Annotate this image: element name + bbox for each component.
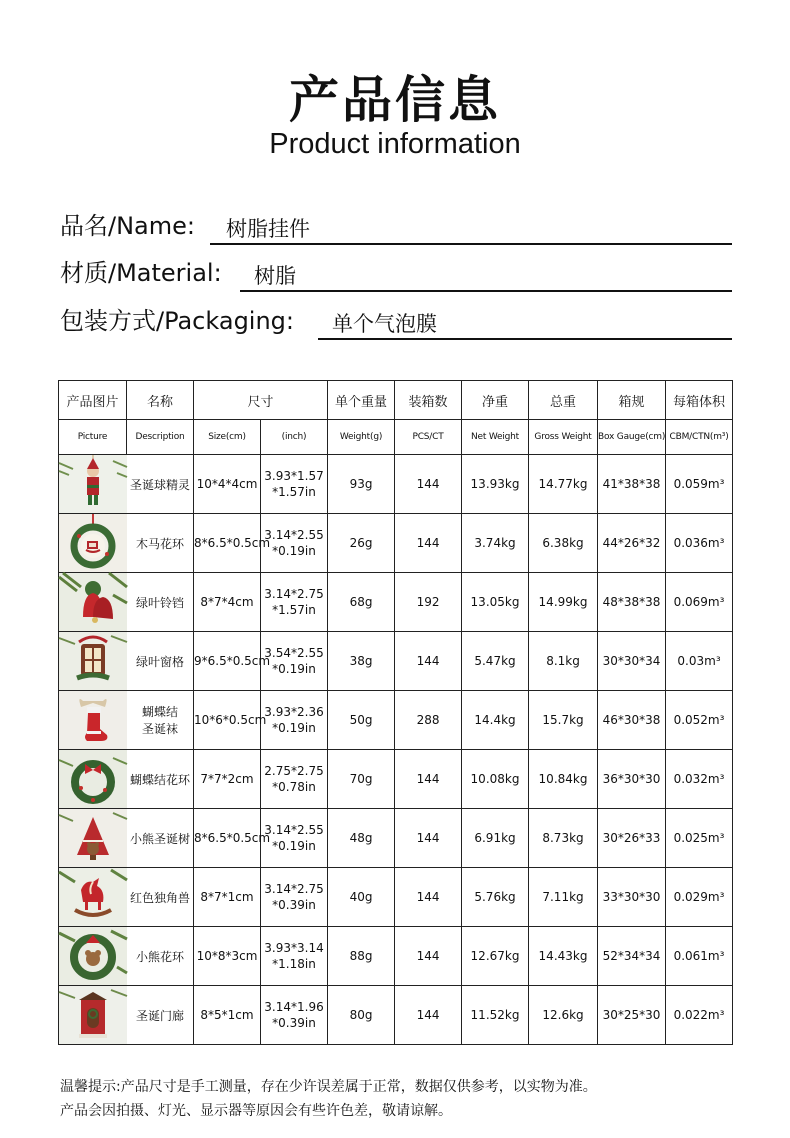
product-size-cm: 7*7*2cm [194, 750, 261, 809]
product-name-line-1: 蝴蝶结 [141, 705, 178, 719]
col-header-weight: 单个重量 [328, 381, 395, 420]
christmas-door-ornament-icon [59, 986, 127, 1044]
product-pcs: 144 [395, 986, 462, 1045]
size-inch-line-1: 3.14*1.96 [264, 1000, 324, 1014]
product-size-inch [261, 927, 328, 986]
product-net-weight: 5.76kg [462, 868, 529, 927]
size-inch-line-2: *0.19in [272, 662, 316, 676]
size-inch-line-1: 3.14*2.55 [264, 528, 324, 542]
product-gross-weight: 14.77kg [529, 455, 598, 514]
product-name: 圣诞球精灵 [127, 455, 194, 514]
col-header-net: 净重 [462, 381, 529, 420]
product-cbm: 0.03m³ [666, 632, 733, 691]
product-name: 绿叶窗格 [127, 632, 194, 691]
product-name: 小熊花环 [127, 927, 194, 986]
subheader-pcs: PCS/CT [395, 420, 462, 455]
product-gross-weight: 14.43kg [529, 927, 598, 986]
col-header-cbm: 每箱体积 [666, 381, 733, 420]
page-subtitle: Product information [269, 128, 521, 160]
product-picture-cell [59, 691, 127, 750]
product-gross-weight: 7.11kg [529, 868, 598, 927]
size-inch-line-1: 3.93*1.57 [264, 469, 324, 483]
product-weight: 80g [328, 986, 395, 1045]
product-size-cm: 8*6.5*0.5cm [194, 809, 261, 868]
subheader-cbm: CBM/CTN(m³) [666, 420, 733, 455]
product-cbm: 0.059m³ [666, 455, 733, 514]
rocking-horse-wreath-ornament-icon [59, 514, 127, 572]
product-size-inch [261, 455, 328, 514]
product-box-gauge: 30*25*30 [598, 986, 666, 1045]
product-box-gauge: 30*26*33 [598, 809, 666, 868]
size-inch-line-2: *0.19in [272, 544, 316, 558]
field-material-value: 树脂 [254, 264, 296, 288]
table-row [59, 809, 733, 868]
product-size-cm: 10*8*3cm [194, 927, 261, 986]
table-row [59, 750, 733, 809]
product-name-line-2: 圣诞袜 [141, 722, 178, 736]
product-size-cm: 8*5*1cm [194, 986, 261, 1045]
product-weight: 38g [328, 632, 395, 691]
product-weight: 70g [328, 750, 395, 809]
field-name-label: 品名/Name: [60, 212, 195, 240]
size-inch-line-1: 2.75*2.75 [264, 764, 324, 778]
col-header-size: 尺寸 [194, 381, 328, 420]
col-header-picture: 产品图片 [59, 381, 127, 420]
product-weight: 26g [328, 514, 395, 573]
size-inch-line-2: *1.57in [272, 485, 316, 499]
size-inch-line-1: 3.14*2.75 [264, 882, 324, 896]
product-net-weight: 12.67kg [462, 927, 529, 986]
product-weight: 88g [328, 927, 395, 986]
product-picture-cell [59, 514, 127, 573]
size-inch-line-1: 3.14*2.75 [264, 587, 324, 601]
subheader-gross: Gross Weight [529, 420, 598, 455]
table-row [59, 868, 733, 927]
product-cbm: 0.061m³ [666, 927, 733, 986]
product-size-cm: 10*6*0.5cm [194, 691, 261, 750]
product-picture-cell [59, 868, 127, 927]
product-size-inch [261, 573, 328, 632]
product-cbm: 0.022m³ [666, 986, 733, 1045]
table-row [59, 986, 733, 1045]
product-gross-weight: 8.73kg [529, 809, 598, 868]
product-weight: 93g [328, 455, 395, 514]
product-net-weight: 6.91kg [462, 809, 529, 868]
product-pcs: 144 [395, 455, 462, 514]
subheader-weight: Weight(g) [328, 420, 395, 455]
product-box-gauge: 36*30*30 [598, 750, 666, 809]
subheader-picture: Picture [59, 420, 127, 455]
product-box-gauge: 41*38*38 [598, 455, 666, 514]
field-material-label: 材质/Material: [60, 259, 222, 287]
field-name-value: 树脂挂件 [226, 217, 310, 241]
product-size-cm: 8*7*1cm [194, 868, 261, 927]
field-name [60, 205, 732, 245]
table-row [59, 632, 733, 691]
product-box-gauge: 46*30*38 [598, 691, 666, 750]
product-name: 绿叶铃铛 [127, 573, 194, 632]
product-picture-cell [59, 573, 127, 632]
product-box-gauge: 52*34*34 [598, 927, 666, 986]
product-size-cm: 8*6.5*0.5cm [194, 514, 261, 573]
table-row [59, 455, 733, 514]
product-net-weight: 13.93kg [462, 455, 529, 514]
product-gross-weight: 12.6kg [529, 986, 598, 1045]
bow-stocking-ornament-icon [59, 691, 127, 749]
field-packaging-label: 包装方式/Packaging: [60, 307, 294, 335]
subheader-box: Box Gauge(cm) [598, 420, 666, 455]
subheader-description: Description [127, 420, 194, 455]
field-material [60, 252, 732, 292]
size-inch-line-2: *0.19in [272, 839, 316, 853]
product-gross-weight: 15.7kg [529, 691, 598, 750]
product-size-inch [261, 691, 328, 750]
product-size-cm: 10*4*4cm [194, 455, 261, 514]
table-row [59, 573, 733, 632]
subheader-size-cm: Size(cm) [194, 420, 261, 455]
note-line-2: 产品会因拍摄、灯光、显示器等原因会有些许色差，敬请谅解。 [60, 1103, 452, 1119]
product-pcs: 144 [395, 927, 462, 986]
product-cbm: 0.025m³ [666, 809, 733, 868]
col-header-gross: 总重 [529, 381, 598, 420]
size-inch-line-1: 3.54*2.55 [264, 646, 324, 660]
spec-table [58, 380, 733, 1045]
bear-wreath-ornament-icon [59, 927, 127, 985]
product-name: 红色独角兽 [127, 868, 194, 927]
product-picture-cell [59, 986, 127, 1045]
table-row [59, 514, 733, 573]
product-name: 蝴蝶结花环 [127, 750, 194, 809]
product-box-gauge: 44*26*32 [598, 514, 666, 573]
product-net-weight: 11.52kg [462, 986, 529, 1045]
product-picture-cell [59, 927, 127, 986]
subheader-size-inch: (inch) [261, 420, 328, 455]
product-gross-weight: 8.1kg [529, 632, 598, 691]
size-inch-line-2: *0.19in [272, 721, 316, 735]
field-packaging-underline [318, 338, 732, 340]
product-net-weight: 5.47kg [462, 632, 529, 691]
product-pcs: 144 [395, 514, 462, 573]
col-header-name: 名称 [127, 381, 194, 420]
product-cbm: 0.032m³ [666, 750, 733, 809]
product-pcs: 144 [395, 809, 462, 868]
product-size-cm: 9*6.5*0.5cm [194, 632, 261, 691]
green-bell-ornament-icon [59, 573, 127, 631]
product-cbm: 0.052m³ [666, 691, 733, 750]
product-picture-cell [59, 750, 127, 809]
note-line-1: 温馨提示:产品尺寸是手工测量，存在少许误差属于正常，数据仅供参考，以实物为准。 [60, 1079, 597, 1095]
product-size-inch [261, 750, 328, 809]
product-cbm: 0.069m³ [666, 573, 733, 632]
size-inch-line-2: *0.39in [272, 1016, 316, 1030]
subheader-net: Net Weight [462, 420, 529, 455]
product-box-gauge: 48*38*38 [598, 573, 666, 632]
red-unicorn-ornament-icon [59, 868, 127, 926]
table-row [59, 927, 733, 986]
product-box-gauge: 33*30*30 [598, 868, 666, 927]
product-cbm: 0.029m³ [666, 868, 733, 927]
product-gross-weight: 14.99kg [529, 573, 598, 632]
bear-tree-ornament-icon [59, 809, 127, 867]
product-gross-weight: 6.38kg [529, 514, 598, 573]
product-name: 木马花环 [127, 514, 194, 573]
product-pcs: 144 [395, 750, 462, 809]
product-picture-cell [59, 809, 127, 868]
window-ornament-icon [59, 632, 127, 690]
table-subheader-row [59, 420, 733, 455]
product-net-weight: 14.4kg [462, 691, 529, 750]
product-pcs: 144 [395, 868, 462, 927]
col-header-box: 箱规 [598, 381, 666, 420]
product-net-weight: 3.74kg [462, 514, 529, 573]
product-picture-cell [59, 632, 127, 691]
size-inch-line-2: *0.39in [272, 898, 316, 912]
bow-wreath-ornament-icon [59, 750, 127, 808]
product-net-weight: 10.08kg [462, 750, 529, 809]
size-inch-line-1: 3.93*3.14 [264, 941, 324, 955]
product-weight: 68g [328, 573, 395, 632]
product-box-gauge: 30*30*34 [598, 632, 666, 691]
product-size-inch [261, 868, 328, 927]
product-name: 小熊圣诞树 [127, 809, 194, 868]
product-picture-cell [59, 455, 127, 514]
size-inch-line-2: *1.57in [272, 603, 316, 617]
field-packaging [60, 300, 732, 340]
size-inch-line-1: 3.93*2.36 [264, 705, 324, 719]
field-packaging-value: 单个气泡膜 [332, 312, 437, 336]
christmas-elf-ornament-icon [59, 455, 127, 513]
product-size-cm: 8*7*4cm [194, 573, 261, 632]
page-title: 产品信息 [289, 71, 501, 129]
product-weight: 50g [328, 691, 395, 750]
product-name: 圣诞门廊 [127, 986, 194, 1045]
notes [60, 1075, 597, 1123]
product-weight: 40g [328, 868, 395, 927]
col-header-pcs: 装箱数 [395, 381, 462, 420]
product-pcs: 192 [395, 573, 462, 632]
field-name-underline [210, 243, 732, 245]
product-net-weight: 13.05kg [462, 573, 529, 632]
product-cbm: 0.036m³ [666, 514, 733, 573]
product-name [127, 691, 194, 750]
product-size-inch [261, 514, 328, 573]
size-inch-line-1: 3.14*2.55 [264, 823, 324, 837]
size-inch-line-2: *0.78in [272, 780, 316, 794]
table-row [59, 691, 733, 750]
product-pcs: 288 [395, 691, 462, 750]
product-size-inch [261, 632, 328, 691]
product-size-inch [261, 986, 328, 1045]
product-size-inch [261, 809, 328, 868]
product-pcs: 144 [395, 632, 462, 691]
product-weight: 48g [328, 809, 395, 868]
size-inch-line-2: *1.18in [272, 957, 316, 971]
table-header-row [59, 381, 733, 420]
product-gross-weight: 10.84kg [529, 750, 598, 809]
field-material-underline [240, 290, 732, 292]
